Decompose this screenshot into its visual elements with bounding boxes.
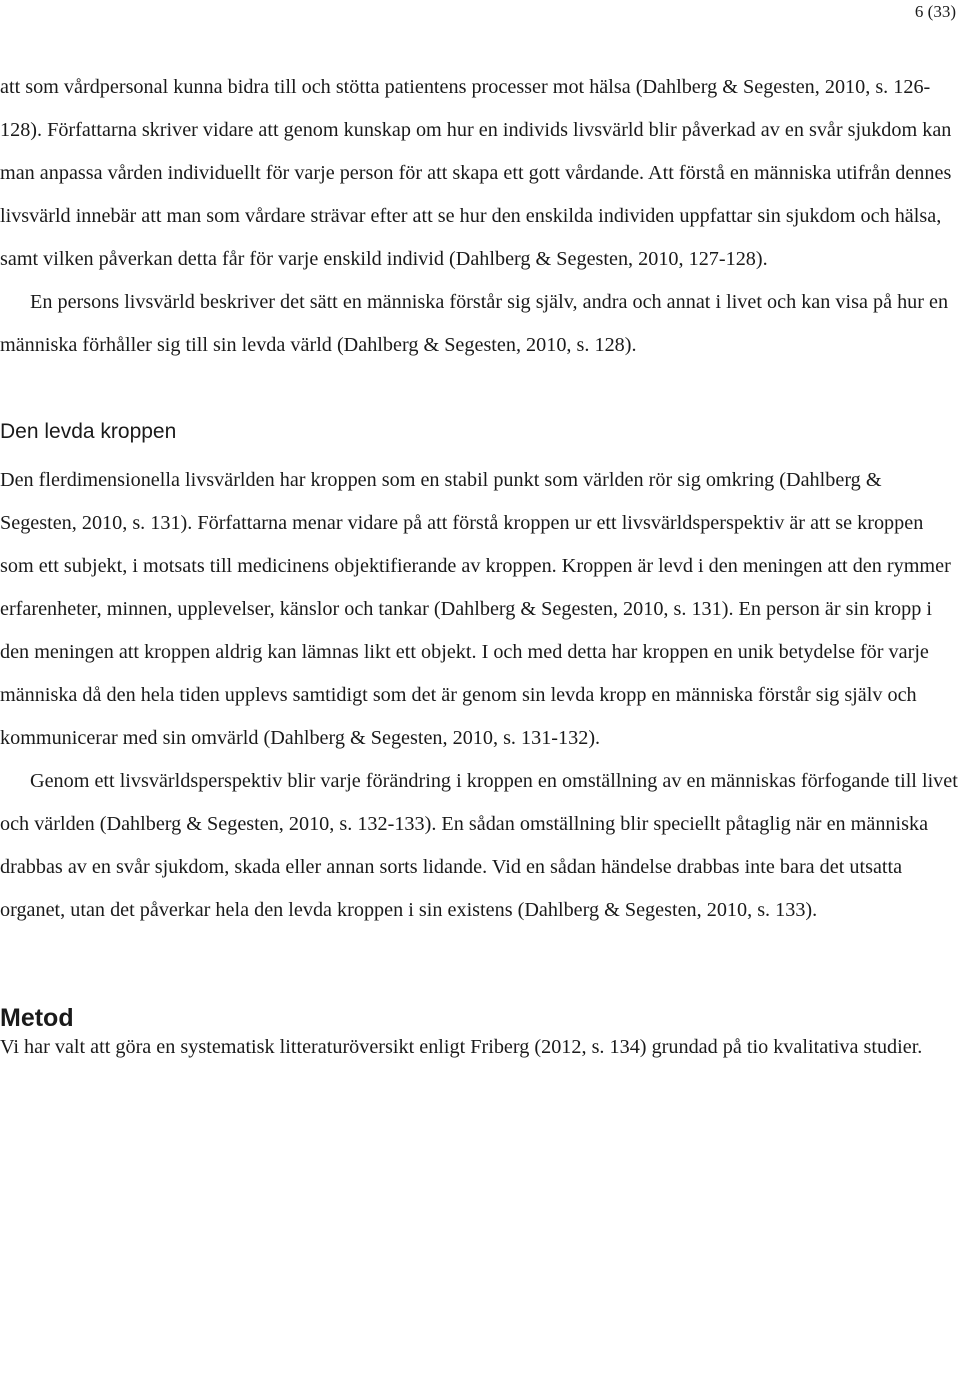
subheading-lived-body: Den levda kroppen <box>0 420 177 443</box>
paragraph-method: Vi har valt att göra en systematisk litteraturöversikt enligt Friberg (2012, s. 134) grundad på tio kvalitativa studier. <box>0 1036 923 1058</box>
document-body <box>0 66 960 1069</box>
paragraph-lived-body: Den flerdimensionella livsvärlden har kroppen som en stabil punkt som världen rör sig omkring (Dahlberg & Segesten, 2010, s. 131). Författarna menar vidare på att förstå kroppen ur ett livsvärldsperspektiv är att se kroppen som ett subjekt, i motsats till medicinens objektifierande av kroppen. Kroppen är levd i den meningen att den rymmer erfarenheter, minnen, upplevelser, känslor och tankar (Dahlberg & Segesten, 2010, s. 131). En person är sin kropp i den meningen att kroppen aldrig kan lämnas likt ett objekt. I och med detta har kroppen en unik betydelse för varje människa då den hela tiden upplevs samtidigt som det är genom sin levda kropp en människa förstår sig själv och kommunicerar med sin omvärld (Dahlberg & Segesten, 2010, s. 131-132). <box>0 469 951 749</box>
section-heading-method: Metod <box>0 1004 74 1032</box>
page-number: 6 (33) <box>914 2 956 21</box>
paragraph-body-change: Genom ett livsvärldsperspektiv blir varje förändring i kroppen en omställning av en människas förfogande till livet och världen (Dahlberg & Segesten, 2010, s. 132-133). En sådan omställning blir speciellt påtaglig när en människa drabbas av en svår sjukdom, skada eller annan sorts lidande. Vid en sådan händelse drabbas inte bara det utsatta organet, utan det påverkar hela den levda kroppen i sin existens (Dahlberg & Segesten, 2010, s. 133). <box>0 770 958 921</box>
paragraph-lifeworld-care: att som vårdpersonal kunna bidra till och stötta patientens processer mot hälsa (Dahlberg & Segesten, 2010, s. 126-128). Författarna skriver vidare att genom kunskap om hur en individs livsvärld blir påverkad av en svår sjukdom kan man anpassa vården individuellt för varje person för att skapa ett gott vårdande. Att förstå en människa utifrån dennes livsvärld innebär att man som vårdare strävar efter att se hur den enskilda individen uppfattar sin sjukdom och hälsa, samt vilken påverkan detta får för varje enskild individ (Dahlberg & Segesten, 2010, 127-128). <box>0 76 952 270</box>
paragraph-lifeworld-definition: En persons livsvärld beskriver det sätt en människa förstår sig själv, andra och annat i livet och kan visa på hur en människa förhåller sig till sin levda värld (Dahlberg & Segesten, 2010, s. 128). <box>0 291 949 356</box>
